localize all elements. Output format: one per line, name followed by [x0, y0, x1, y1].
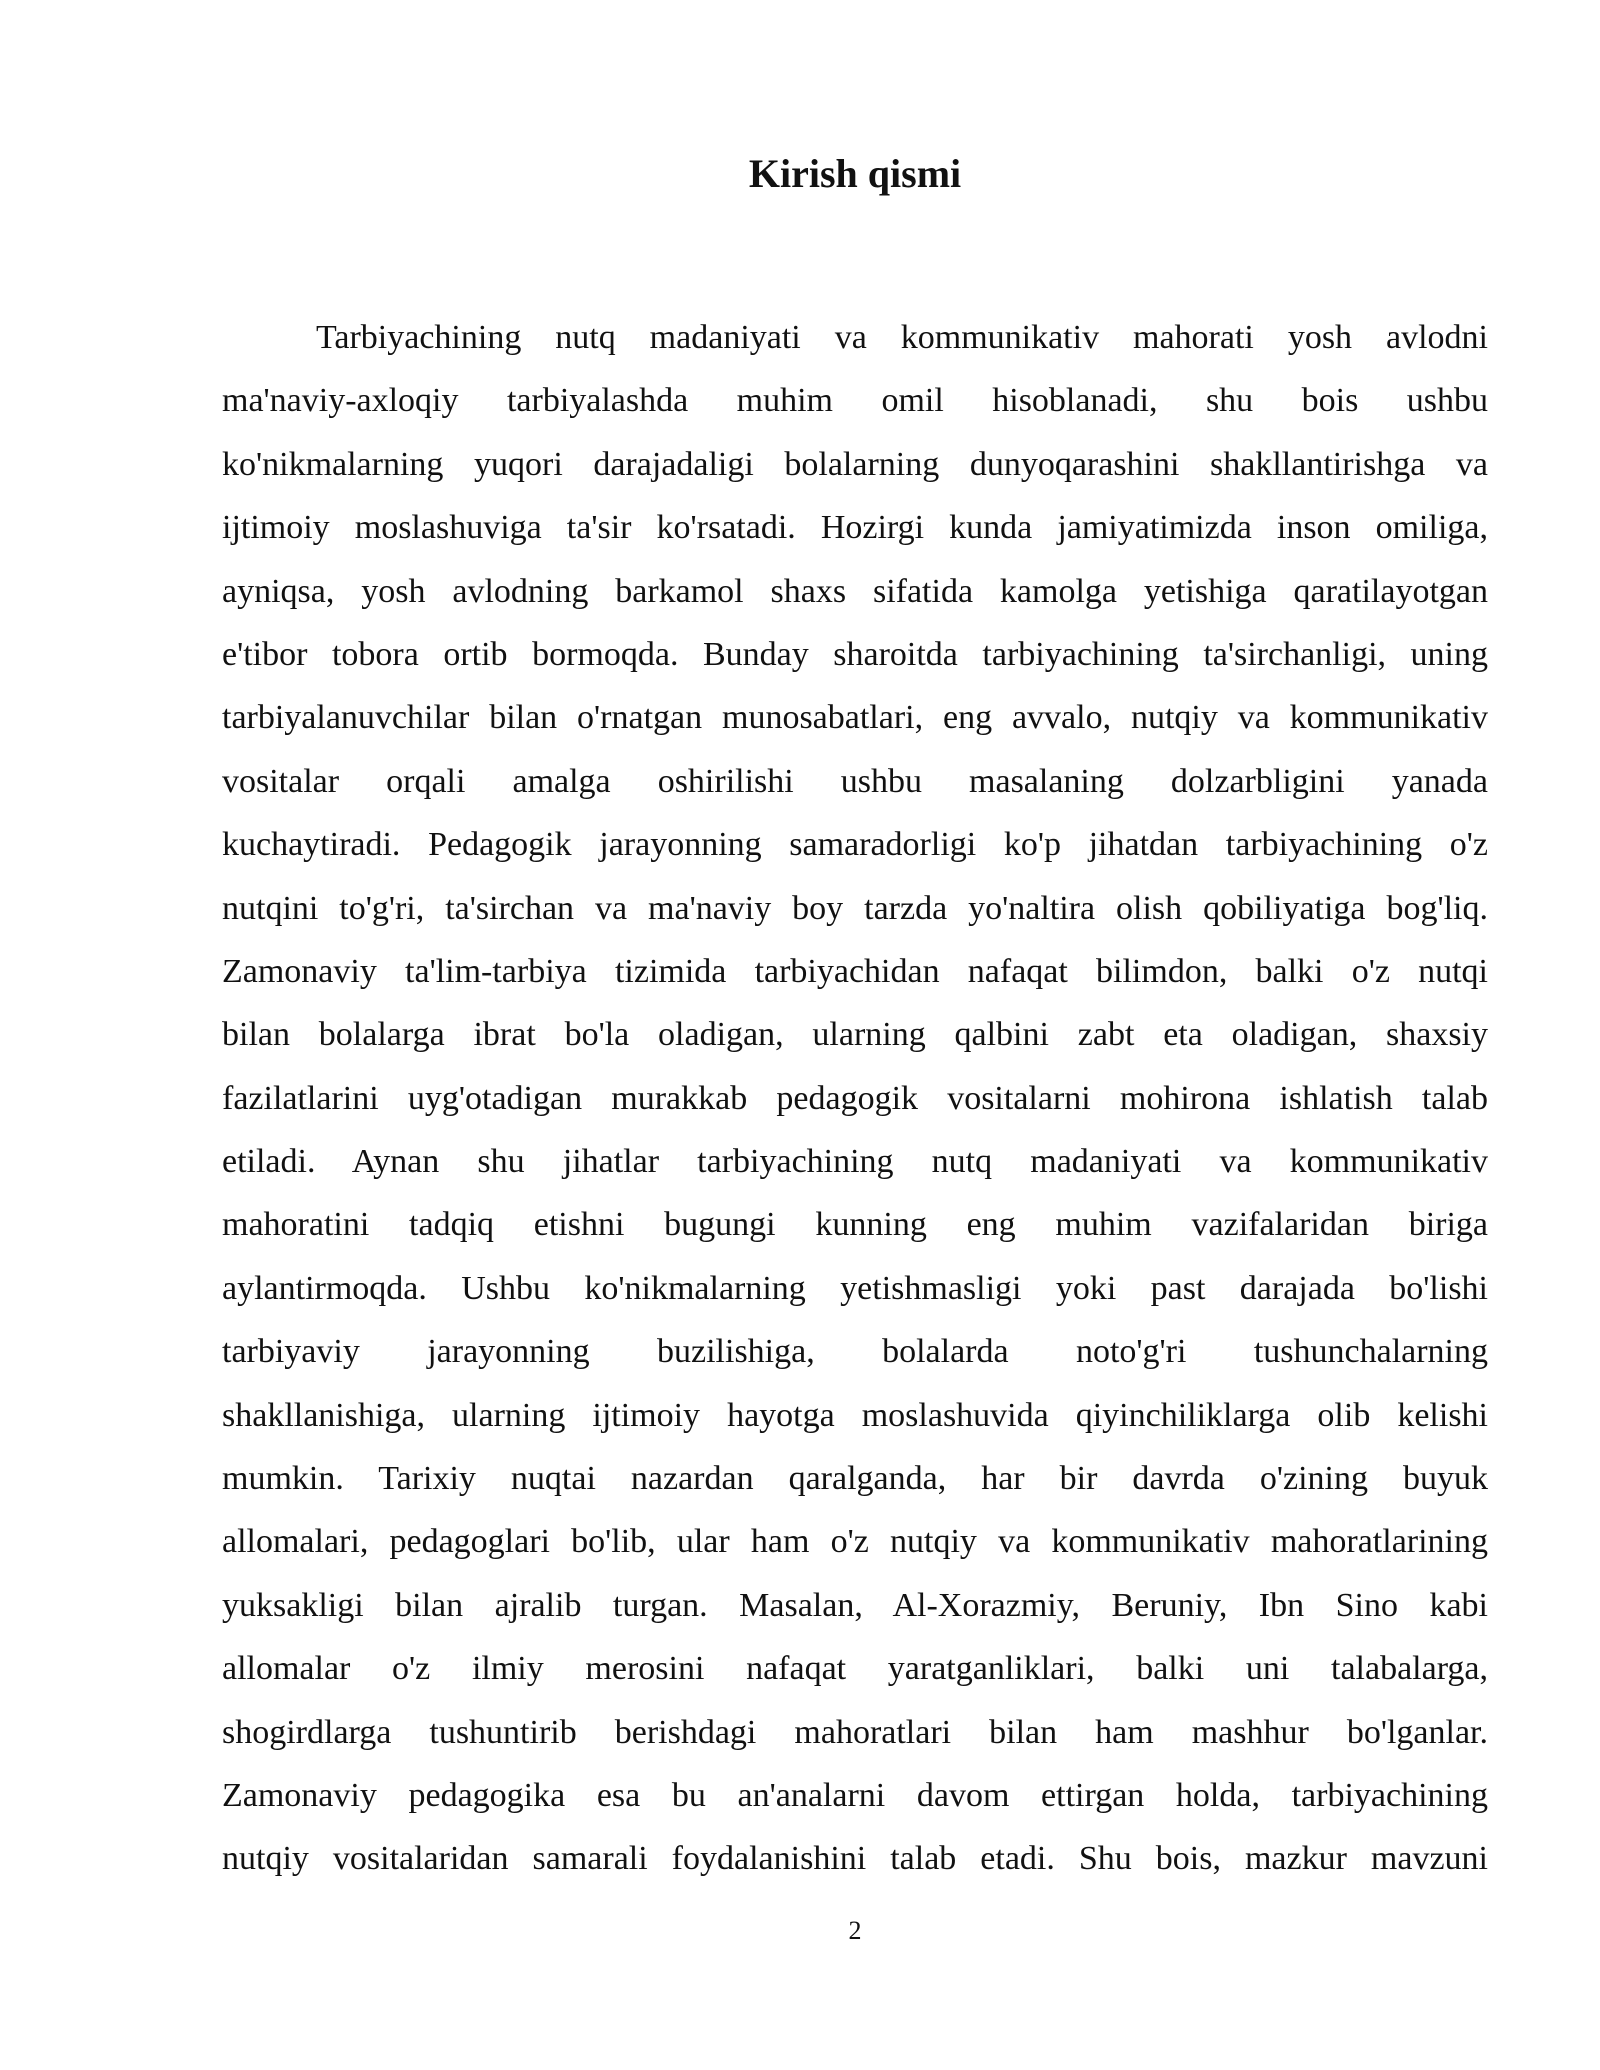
- text-line: fazilatlarini uyg'otadigan murakkab pedagogik vositalarni mohirona ishlatish talab: [222, 1079, 1488, 1117]
- text-line: ayniqsa, yosh avlodning barkamol shaxs sifatida kamolga yetishiga qaratilayotgan: [222, 572, 1488, 610]
- text-line: shakllanishiga, ularning ijtimoiy hayotga moslashuvida qiyinchiliklarga olib kelishi: [222, 1396, 1488, 1434]
- text-line: Zamonaviy pedagogika esa bu an'analarni davom ettirgan holda, tarbiyachining: [222, 1776, 1488, 1814]
- text-line: tarbiyaviy jarayonning buzilishiga, bolalarda noto'g'ri tushunchalarning: [222, 1333, 1488, 1371]
- text-line: aylantirmoqda. Ushbu ko'nikmalarning yetishmasligi yoki past darajada bo'lishi: [222, 1269, 1488, 1307]
- text-line: mahoratini tadqiq etishni bugungi kunning eng muhim vazifalaridan biriga: [222, 1206, 1488, 1244]
- text-line: mumkin. Tarixiy nuqtai nazardan qaralganda, har bir davrda o'zining buyuk: [222, 1460, 1488, 1498]
- text-line: shogirdlarga tushuntirib berishdagi mahoratlari bilan ham mashhur bo'lganlar.: [222, 1713, 1488, 1751]
- page-number: 2: [848, 1916, 862, 1945]
- text-line: ko'nikmalarning yuqori darajadaligi bolalarning dunyoqarashini shakllantirishga va: [222, 445, 1488, 483]
- text-line: kuchaytiradi. Pedagogik jarayonning samaradorligi ko'p jihatdan tarbiyachining o'z: [222, 826, 1488, 864]
- text-line: bilan bolalarga ibrat bo'la oladigan, ularning qalbini zabt eta oladigan, shaxsiy: [222, 1016, 1488, 1054]
- text-line: Zamonaviy ta'lim-tarbiya tizimida tarbiyachidan nafaqat bilimdon, balki o'z nutqi: [222, 952, 1488, 990]
- body-paragraph: [222, 306, 1488, 1891]
- text-line: allomalar o'z ilmiy merosini nafaqat yaratganliklari, balki uni talabalarga,: [222, 1650, 1488, 1688]
- text-line: allomalari, pedagoglari bo'lib, ular ham o'z nutqiy va kommunikativ mahoratlarining: [222, 1523, 1488, 1561]
- text-line: yuksakligi bilan ajralib turgan. Masalan, Al-Xorazmiy, Beruniy, Ibn Sino kabi: [222, 1586, 1488, 1624]
- page-title: Kirish qismi: [748, 151, 962, 196]
- text-line: e'tibor tobora ortib bormoqda. Bunday sharoitda tarbiyachining ta'sirchanligi, uning: [222, 635, 1488, 673]
- text-line: vositalar orqali amalga oshirilishi ushbu masalaning dolzarbligini yanada: [222, 762, 1488, 800]
- text-line: Tarbiyachining nutq madaniyati va kommunikativ mahorati yosh avlodni: [316, 319, 1488, 356]
- text-line: nutqiy vositalaridan samarali foydalanishini talab etadi. Shu bois, mazkur mavzuni: [222, 1840, 1488, 1878]
- text-line: nutqini to'g'ri, ta'sirchan va ma'naviy boy tarzda yo'naltira olish qobiliyatiga bog'liq.: [222, 889, 1488, 927]
- text-line: ijtimoiy moslashuviga ta'sir ko'rsatadi. Hozirgi kunda jamiyatimizda inson omiliga,: [222, 509, 1488, 547]
- text-line: tarbiyalanuvchilar bilan o'rnatgan munosabatlari, eng avvalo, nutqiy va kommunikativ: [222, 699, 1488, 737]
- text-line: ma'naviy-axloqiy tarbiyalashda muhim omil hisoblanadi, shu bois ushbu: [222, 382, 1488, 420]
- text-line: etiladi. Aynan shu jihatlar tarbiyachining nutq madaniyati va kommunikativ: [222, 1143, 1488, 1181]
